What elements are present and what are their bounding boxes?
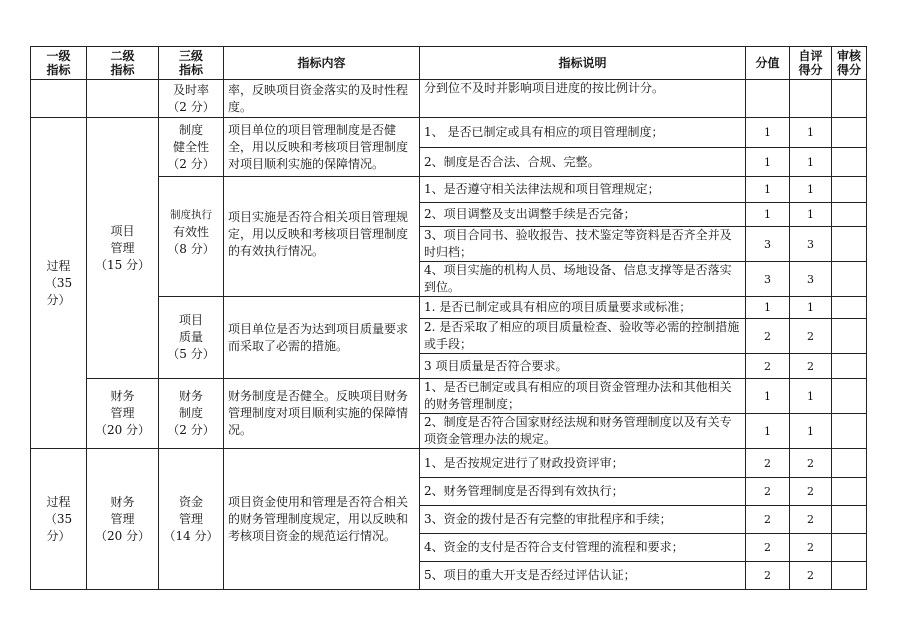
self-score-cell: 1 bbox=[790, 414, 832, 449]
self-score-cell: 1 bbox=[790, 118, 832, 148]
level1-cell: 过程 （35 分） bbox=[31, 449, 87, 590]
score-cell: 2 bbox=[746, 478, 790, 506]
header-audit-score: 审核 得分 bbox=[832, 47, 867, 80]
table-row bbox=[31, 379, 867, 414]
description-cell: 1、 是否已制定或具有相应的项目管理制度； bbox=[420, 118, 746, 148]
score-cell: 2 bbox=[746, 449, 790, 478]
header-self-score: 自评 得分 bbox=[790, 47, 832, 80]
level3-label-line1: 制度执行 bbox=[170, 209, 212, 221]
audit-score-cell bbox=[832, 506, 867, 534]
self-score-cell bbox=[790, 80, 832, 118]
description-cell: 4、项目实施的机构人员、场地设备、信息支撑等是否落实到位。 bbox=[420, 262, 746, 297]
self-score-cell: 2 bbox=[790, 562, 832, 590]
level3-cell: 制度 健全性 （2 分） bbox=[159, 118, 224, 177]
audit-score-cell bbox=[832, 534, 867, 562]
score-cell: 1 bbox=[746, 203, 790, 227]
audit-score-cell bbox=[832, 414, 867, 449]
score-cell: 2 bbox=[746, 506, 790, 534]
level2-cell: 财务 管理 （20 分） bbox=[87, 449, 159, 590]
description-cell: 3、资金的拨付是否有完整的审批程序和手续； bbox=[420, 506, 746, 534]
score-cell: 2 bbox=[746, 562, 790, 590]
header-level2: 二级 指标 bbox=[87, 47, 159, 80]
score-cell: 3 bbox=[746, 262, 790, 297]
content-cell: 项目单位的项目管理制度是否健全，用以反映和考核项目管理制度对项目顺利实施的保障情况。 bbox=[224, 118, 420, 177]
self-score-cell: 2 bbox=[790, 354, 832, 379]
audit-score-cell bbox=[832, 118, 867, 148]
audit-score-cell bbox=[832, 80, 867, 118]
level3-cell: 资金 管理 （14 分） bbox=[159, 449, 224, 590]
self-score-cell: 2 bbox=[790, 449, 832, 478]
table-row bbox=[31, 118, 867, 148]
level1-cell: 过程 （35 分） bbox=[31, 118, 87, 449]
score-cell: 2 bbox=[746, 354, 790, 379]
description-cell: 1、是否遵守相关法律法规和项目管理规定； bbox=[420, 177, 746, 203]
header-row bbox=[31, 47, 867, 80]
description-cell: 1、是否按规定进行了财政投资评审； bbox=[420, 449, 746, 478]
level2-cell: 财务 管理 （20 分） bbox=[87, 379, 159, 449]
header-description: 指标说明 bbox=[420, 47, 746, 80]
level2-cell bbox=[87, 80, 159, 118]
audit-score-cell bbox=[832, 297, 867, 319]
header-level1: 一级 指标 bbox=[31, 47, 87, 80]
self-score-cell: 3 bbox=[790, 262, 832, 297]
content-cell: 率，反映项目资金落实的及时性程度。 bbox=[224, 80, 420, 118]
score-cell: 1 bbox=[746, 118, 790, 148]
audit-score-cell bbox=[832, 148, 867, 177]
content-cell: 财务制度是否健全。反映项目财务管理制度对项目顺利实施的保障情况。 bbox=[224, 379, 420, 449]
score-cell: 3 bbox=[746, 227, 790, 262]
audit-score-cell bbox=[832, 354, 867, 379]
score-cell: 1 bbox=[746, 177, 790, 203]
description-cell: 1. 是否已制定或具有相应的项目质量要求或标准； bbox=[420, 297, 746, 319]
evaluation-table bbox=[30, 46, 867, 590]
self-score-cell: 1 bbox=[790, 177, 832, 203]
score-cell: 1 bbox=[746, 379, 790, 414]
content-cell: 项目资金使用和管理是否符合相关的财务管理制度规定，用以反映和考核项目资金的规范运行情况。 bbox=[224, 449, 420, 590]
audit-score-cell bbox=[832, 562, 867, 590]
header-score: 分值 bbox=[746, 47, 790, 80]
description-cell: 5、项目的重大开支是否经过评估认证； bbox=[420, 562, 746, 590]
description-cell: 分到位不及时并影响项目进度的按比例计分。 bbox=[420, 80, 746, 118]
score-cell: 1 bbox=[746, 414, 790, 449]
level3-cell: 及时率 （2 分） bbox=[159, 80, 224, 118]
self-score-cell: 3 bbox=[790, 227, 832, 262]
description-cell: 2. 是否采取了相应的项目质量检查、验收等必需的控制措施或手段； bbox=[420, 319, 746, 354]
description-cell: 2、制度是否合法、合规、完整。 bbox=[420, 148, 746, 177]
header-content: 指标内容 bbox=[224, 47, 420, 80]
description-cell: 3 项目质量是否符合要求。 bbox=[420, 354, 746, 379]
level3-label-line2: 有效性 （8 分） bbox=[167, 225, 215, 256]
audit-score-cell bbox=[832, 379, 867, 414]
self-score-cell: 1 bbox=[790, 148, 832, 177]
level2-cell: 项目 管理 （15 分） bbox=[87, 118, 159, 379]
audit-score-cell bbox=[832, 227, 867, 262]
description-cell: 2、财务管理制度是否得到有效执行； bbox=[420, 478, 746, 506]
score-cell: 2 bbox=[746, 319, 790, 354]
content-cell: 项目实施是否符合相关项目管理规定，用以反映和考核项目管理制度的有效执行情况。 bbox=[224, 177, 420, 297]
self-score-cell: 2 bbox=[790, 478, 832, 506]
audit-score-cell bbox=[832, 478, 867, 506]
description-cell: 4、资金的支付是否符合支付管理的流程和要求； bbox=[420, 534, 746, 562]
level1-cell bbox=[31, 80, 87, 118]
self-score-cell: 2 bbox=[790, 534, 832, 562]
score-cell: 1 bbox=[746, 297, 790, 319]
self-score-cell: 1 bbox=[790, 379, 832, 414]
audit-score-cell bbox=[832, 262, 867, 297]
level3-cell bbox=[159, 177, 224, 297]
description-cell: 2、项目调整及支出调整手续是否完备； bbox=[420, 203, 746, 227]
header-level3: 三级 指标 bbox=[159, 47, 224, 80]
description-cell: 2、制度是否符合国家财经法规和财务管理制度以及有关专项资金管理办法的规定。 bbox=[420, 414, 746, 449]
description-cell: 3、项目合同书、验收报告、技术鉴定等资料是否齐全并及时归档； bbox=[420, 227, 746, 262]
audit-score-cell bbox=[832, 177, 867, 203]
audit-score-cell bbox=[832, 203, 867, 227]
self-score-cell: 1 bbox=[790, 203, 832, 227]
self-score-cell: 1 bbox=[790, 297, 832, 319]
score-cell: 2 bbox=[746, 534, 790, 562]
description-cell: 1、是否已制定或具有相应的项目资金管理办法和其他相关的财务管理制度； bbox=[420, 379, 746, 414]
self-score-cell: 2 bbox=[790, 319, 832, 354]
level3-cell: 项目 质量 （5 分） bbox=[159, 297, 224, 379]
audit-score-cell bbox=[832, 449, 867, 478]
audit-score-cell bbox=[832, 319, 867, 354]
table-row bbox=[31, 80, 867, 118]
score-cell: 1 bbox=[746, 148, 790, 177]
content-cell: 项目单位是否为达到项目质量要求而采取了必需的措施。 bbox=[224, 297, 420, 379]
score-cell bbox=[746, 80, 790, 118]
self-score-cell: 2 bbox=[790, 506, 832, 534]
table-row bbox=[31, 449, 867, 478]
level3-cell: 财务 制度 （2 分） bbox=[159, 379, 224, 449]
